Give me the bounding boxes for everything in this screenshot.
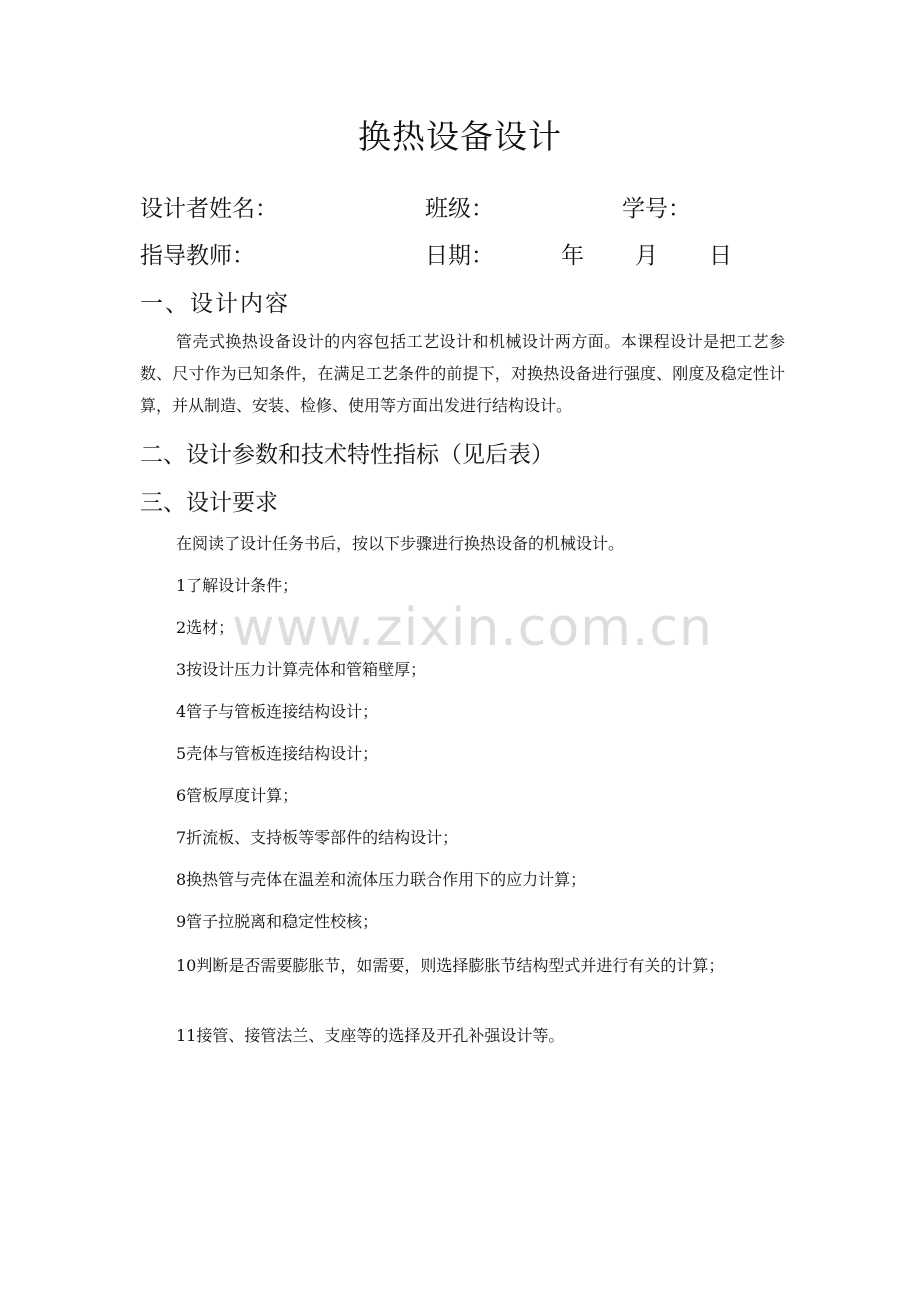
step-item: 7折流板、支持板等零部件的结构设计； <box>176 828 459 847</box>
step-item: 3按设计压力计算壳体和管箱壁厚； <box>176 660 427 679</box>
day-label: 日 <box>709 243 732 269</box>
step-item: 5壳体与管板连接结构设计； <box>176 744 379 763</box>
step-item: 2选材； <box>176 618 235 637</box>
step-item: 9管子拉脱离和稳定性校核； <box>176 912 379 931</box>
document-title: 换热设备设计 <box>358 117 562 156</box>
step-item: 4管子与管板连接结构设计； <box>176 702 379 721</box>
step-item: 10判断是否需要膨胀节，如需要，则选择膨胀节结构型式并进行有关的计算； <box>176 956 725 975</box>
date-label: 日期： <box>425 243 494 269</box>
step-item: 1了解设计条件； <box>176 576 299 595</box>
class-label: 班级： <box>425 196 494 222</box>
section-3-intro: 在阅读了设计任务书后，按以下步骤进行换热设备的机械设计。 <box>176 534 625 553</box>
designer-name-label: 设计者姓名： <box>140 196 278 222</box>
step-item: 11接管、接管法兰、支座等的选择及开孔补强设计等。 <box>176 1026 565 1045</box>
watermark: www.zixin.com.cn <box>232 598 713 658</box>
section-2-heading: 二、设计参数和技术特性指标（见后表） <box>140 442 554 468</box>
section-1-heading: 一、设计内容 <box>140 291 290 317</box>
section-1-paragraph: 管壳式换热设备设计的内容包括工艺设计和机械设计两方面。本课程设计是把工艺参数、尺寸作为已知条件，在满足工艺条件的前提下，对换热设备进行强度、刚度及稳定性计算，并从制造、安装、检修、使用等方面出发进行结构设计。 <box>140 332 785 415</box>
year-label: 年 <box>561 243 584 269</box>
student-id-label: 学号： <box>622 196 691 222</box>
step-item: 8换热管与壳体在温差和流体压力联合作用下的应力计算； <box>176 870 587 889</box>
step-item: 6管板厚度计算； <box>176 786 299 805</box>
section-3-heading: 三、设计要求 <box>140 490 278 516</box>
month-label: 月 <box>635 243 658 269</box>
advisor-label: 指导教师： <box>140 243 255 269</box>
